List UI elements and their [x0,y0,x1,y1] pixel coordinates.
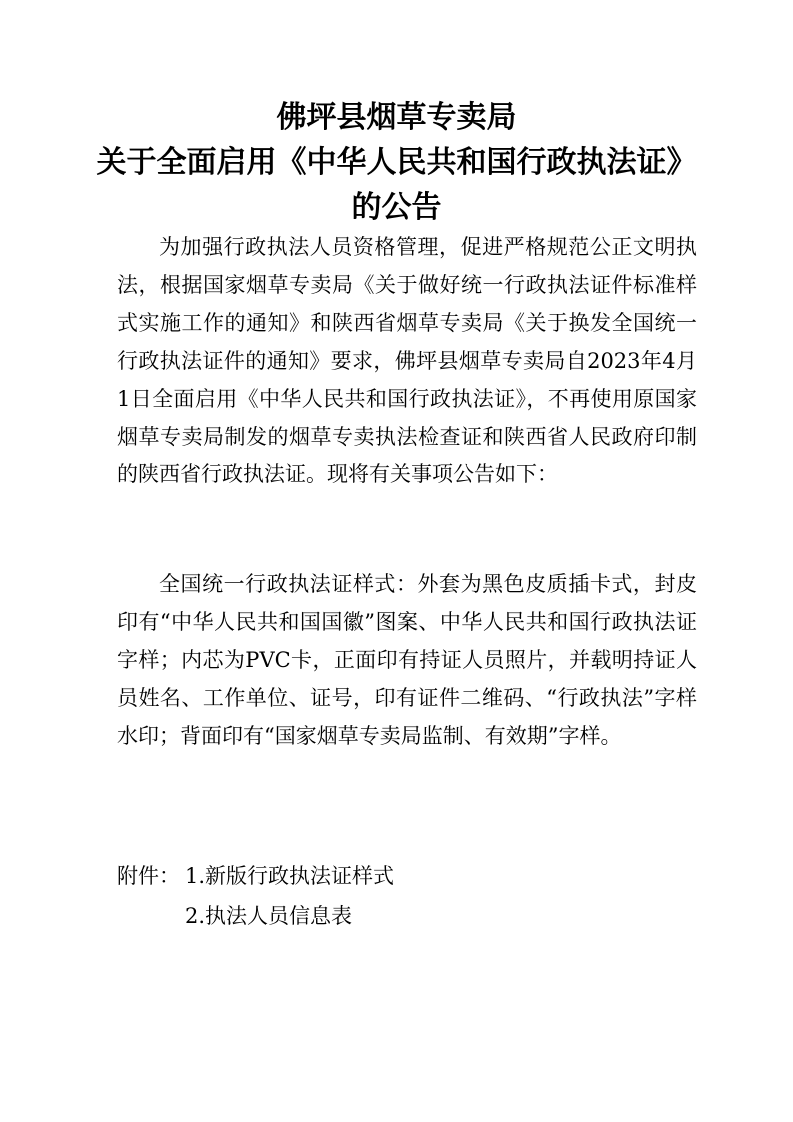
attachments-label: 附件： [117,864,180,888]
title-line-1: 佛坪县烟草专卖局 [276,100,517,135]
attachment-item-1: 1.新版行政执法证样式 [185,864,395,888]
paragraph-certificate-style: 全国统一行政执法证样式：外套为黑色皮质插卡式，封皮印有“中华人民共和国国徽”图案、中华人民共和国行政执法证字样；内芯为PVC卡，正面印有持证人员照片，并载明持证人员姓名、工作单位、证号，印有证件二维码、“行政执法”字样水印；背面印有“国家烟草专卖局监制、有效期”字样。 [117,572,697,748]
paragraph-intro: 为加强行政执法人员资格管理，促进严格规范公正文明执法，根据国家烟草专卖局《关于做好统一行政执法证件标准样式实施工作的通知》和陕西省烟草专卖局《关于换发全国统一行政执法证件的通知》要求，佛坪县烟草专卖局自2023年4月1日全面启用《中华人民共和国行政执法证》，不再使用原国家烟草专卖局制发的烟草专卖执法检查证和陕西省人民政府印制的陕西省行政执法证。现将有关事项公告如下： [117,235,697,487]
attachment-item-2: 2.执法人员信息表 [185,904,353,928]
title-line-2: 关于全面启用《中华人民共和国行政执法证》 [96,145,697,180]
title-line-3: 的公告 [351,190,442,225]
